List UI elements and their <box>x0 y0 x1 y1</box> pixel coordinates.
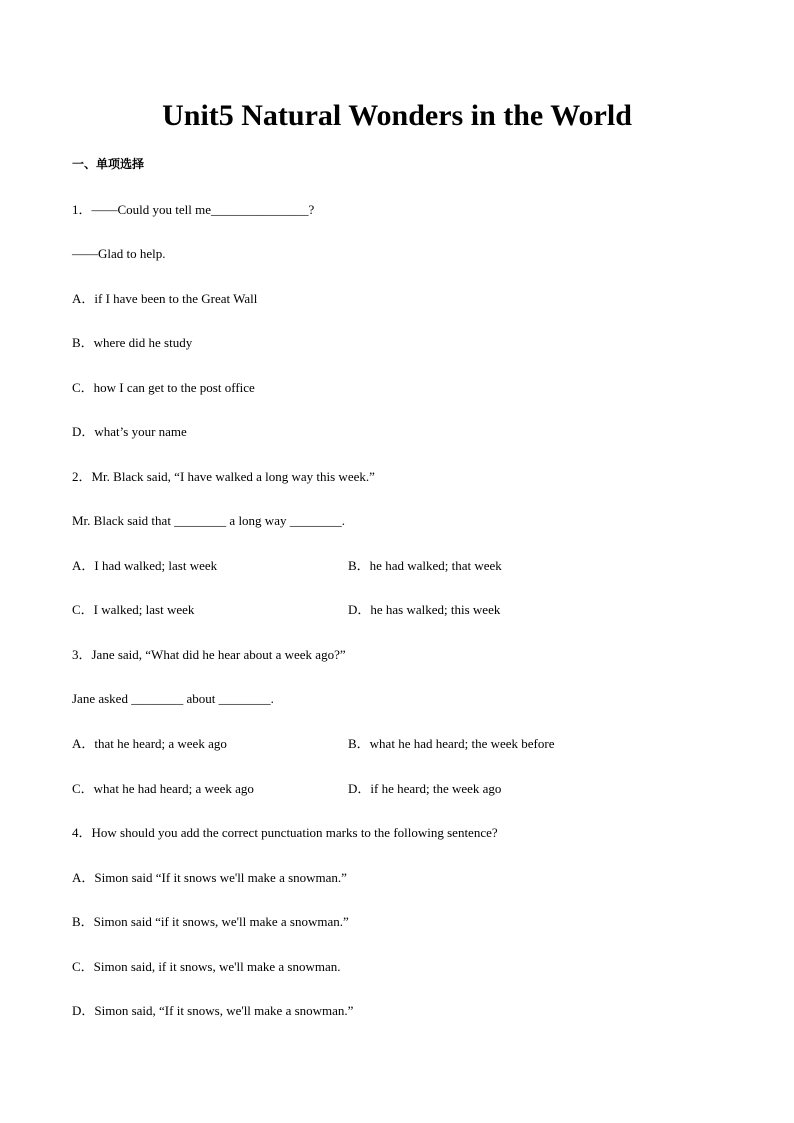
option-c: C．I walked; last week <box>72 602 195 617</box>
option-d: D．he has walked; this week <box>348 602 501 617</box>
section-heading: 一、单项选择 <box>72 157 145 171</box>
option-a: A．if I have been to the Great Wall <box>72 291 258 306</box>
option-c: C．how I can get to the post office <box>72 380 255 395</box>
option-d: D．if he heard; the week ago <box>348 781 502 796</box>
option-a: A．that he heard; a week ago <box>72 736 227 751</box>
option-d: D．Simon said, “If it snows, we'll make a snowman.” <box>72 1003 354 1018</box>
option-c: C．what he had heard; a week ago <box>72 781 254 796</box>
option-a: A．I had walked; last week <box>72 558 218 573</box>
page-title: Unit5 Natural Wonders in the World <box>162 99 632 132</box>
question-stem: 4．How should you add the correct punctuation marks to the following sentence? <box>72 825 498 840</box>
question-prompt: Mr. Black said that ________ a long way ________. <box>72 513 345 528</box>
question-stem: 3．Jane said, “What did he hear about a week ago?” <box>72 647 346 662</box>
option-a: A．Simon said “If it snows we'll make a snowman.” <box>72 870 347 885</box>
option-b: B．what he had heard; the week before <box>348 736 555 751</box>
option-d: D．what’s your name <box>72 424 187 439</box>
question-stem: 2．Mr. Black said, “I have walked a long way this week.” <box>72 469 375 484</box>
option-b: B．he had walked; that week <box>348 558 502 573</box>
option-b: B．where did he study <box>72 335 193 350</box>
question-response: ——Glad to help. <box>72 246 166 261</box>
option-b: B．Simon said “if it snows, we'll make a snowman.” <box>72 914 349 929</box>
question-prompt: Jane asked ________ about ________. <box>72 691 274 706</box>
option-c: C．Simon said, if it snows, we'll make a snowman. <box>72 959 341 974</box>
question-stem: 1．——Could you tell me_______________? <box>72 202 315 217</box>
